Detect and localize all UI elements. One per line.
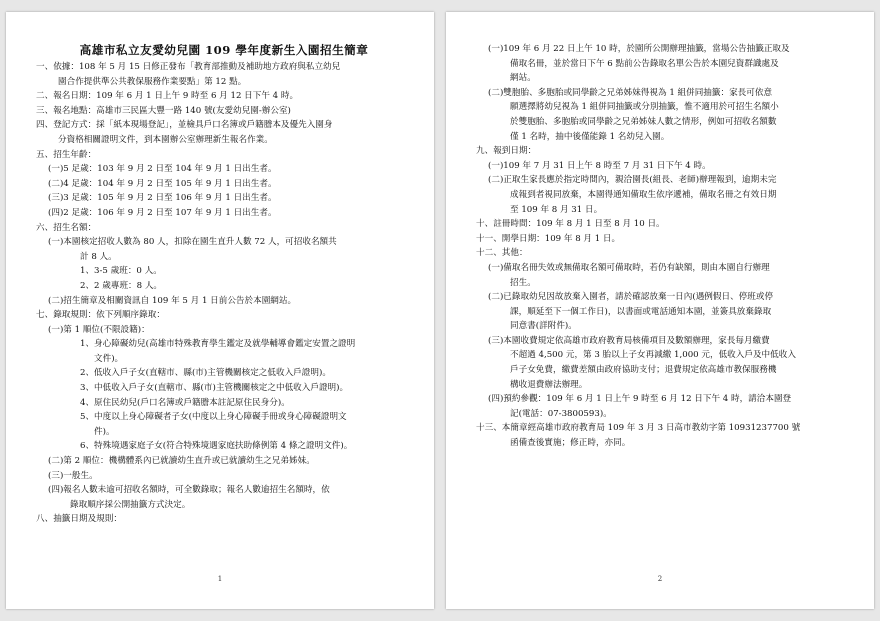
text-line: 錄取順序採公開抽籤方式決定。 — [70, 499, 191, 510]
text-line: 八、抽籤日期及規則： — [36, 514, 122, 525]
text-line: (二)招生簡章及相關資訊自 109 年 5 月 1 日前公告於本園網站。 — [48, 295, 297, 306]
text-line: 園合作提供準公共教保服務作業要點」第 12 點。 — [58, 76, 247, 87]
document-title: 高雄市私立友愛幼兒園 109 學年度新生入園招生簡章 — [79, 43, 369, 57]
text-line: (二)4 足歲：104 年 9 月 2 日至 105 年 9 月 1 日出生者。 — [48, 178, 277, 189]
text-line: 四、登記方式：採「紙本現場登記」，並檢具戶口名簿或戶籍謄本及優先入園身 — [36, 120, 333, 131]
text-line: 三、報名地點：高雄市三民區大豐一路 140 號(友愛幼兒園-辦公室) — [36, 105, 291, 116]
text-line: (四)報名人數未逾可招收名額時，可全數錄取；報名人數逾招生名額時，依 — [48, 485, 330, 496]
text-line: 5、中度以上身心障礙者子女(中度以上身心障礙手冊或身心障礙證明文 — [80, 412, 347, 423]
text-line: (三)本園收費規定依高雄市政府教育局核備項目及數額辦理，家長每月繳費 — [488, 335, 770, 346]
text-line: 十二、其他： — [476, 248, 528, 259]
text-line: 不超過 4,500 元，第 3 胎以上子女再減繳 1,000 元，低收入戶及中低收入 — [510, 350, 796, 361]
text-line: 件)。 — [94, 426, 115, 437]
text-line: 記(電話：07-3800593)。 — [510, 408, 612, 419]
text-line: (四)預約參觀：109 年 6 月 1 日上午 9 時至 6 月 12 日下午 4 時，請洽本園登 — [488, 394, 792, 405]
text-line: 文件)。 — [94, 353, 124, 364]
text-line: 九、報到日期： — [476, 146, 537, 157]
text-line: 十、註冊時間：109 年 8 月 1 日至 8 月 10 日。 — [476, 219, 665, 230]
text-line: 網站。 — [510, 73, 536, 84]
text-line: 十三、本簡章經高雄市政府教育局 109 年 3 月 3 日高市教幼字第 10931237700 號 — [476, 423, 801, 434]
text-line: 七、錄取規則：依下列順序錄取： — [36, 310, 165, 321]
text-line: 於雙胞胎、多胞胎或同學齡之兄弟姊妹人數之情形，例如可招收名額數 — [510, 116, 777, 127]
text-line: 1、3-5 歲班：0 人。 — [80, 266, 162, 277]
text-line: (三)一般生。 — [48, 470, 98, 481]
page-number: 1 — [217, 575, 223, 583]
document-page-2 — [446, 12, 874, 609]
text-line: (四)2 足歲：106 年 9 月 2 日至 107 年 9 月 1 日出生者。 — [48, 207, 277, 218]
text-line: (一)本園核定招收人數為 80 人，扣除在園生直升人數 72 人，可招收名額共 — [48, 237, 337, 248]
text-line: 2、低收入戶子女(直轄市、縣(市)主管機關核定之低收入戶證明)。 — [80, 368, 331, 379]
text-line: 十一、開學日期：109 年 8 月 1 日。 — [476, 233, 621, 244]
text-line: 構收退費辦法辦理。 — [510, 379, 588, 390]
text-line: (一)109 年 7 月 31 日上午 8 時至 7 月 31 日下午 4 時。 — [488, 160, 711, 171]
text-line: 成報到者視同放棄，本園得通知備取生依序遞補，備取名冊之有效日期 — [510, 189, 777, 200]
text-line: (二)正取生家長應於指定時間內，親洽園長(組長、老師)辦理報到，逾期未完 — [488, 175, 777, 186]
text-line: 六、招生名額： — [36, 222, 97, 233]
text-line: (二)第 2 順位：機構體系內已就讀幼生直升或已就讀幼生之兄弟姊妹。 — [48, 456, 315, 467]
text-line: 至 109 年 8 月 31 日。 — [510, 204, 603, 215]
text-line: 課，順延至下一個工作日)，以書面或電話通知本園，並簽具放棄錄取 — [510, 306, 772, 317]
text-line: 戶子女免費，繳費差額由政府協助支付；退費規定依高雄市教保服務機 — [510, 365, 777, 376]
text-line: 備取名冊，並於當日下午 6 點前公告錄取名單公告於本園兒資群識處及 — [510, 58, 779, 69]
page-number: 2 — [657, 575, 663, 583]
text-line: (二)已錄取幼兒因故放棄入園者，請於確認放棄一日內(遇例假日、停班或停 — [488, 292, 774, 303]
text-line: 招生。 — [510, 277, 536, 288]
page-1-content — [36, 42, 412, 527]
text-line: 一、依據：108 年 5 月 15 日修正發布「教育部推動及補助地方政府與私立幼兒 — [36, 62, 341, 72]
text-line: 2、2 歲專班：8 人。 — [80, 280, 163, 291]
text-line: 五、招生年齡： — [36, 149, 97, 160]
text-line: (一)備取名冊失效或無備取名額可備取時，若仍有缺額，則由本園自行辦理 — [488, 262, 770, 273]
text-line: (一)第 1 順位(不限設籍)： — [48, 324, 150, 335]
text-line: (一)5 足歲：103 年 9 月 2 日至 104 年 9 月 1 日出生者。 — [48, 164, 277, 175]
document-page-1 — [6, 12, 434, 609]
text-line: 1、身心障礙幼兒(高雄市特殊教育學生鑑定及就學輔導會鑑定安置之證明 — [80, 339, 356, 350]
text-line: 4、原住民幼兒(戶口名簿或戶籍謄本註記原住民身分)。 — [80, 397, 290, 408]
text-line: 二、報名日期：109 年 6 月 1 日上午 9 時至 6 月 12 日下午 4 時。 — [36, 91, 299, 102]
text-line: (三)3 足歲：105 年 9 月 2 日至 106 年 9 月 1 日出生者。 — [48, 193, 277, 204]
text-line: 3、中低收入戶子女(直轄市、縣(市)主管機關核定之中低收入戶證明)。 — [80, 383, 349, 394]
text-line: 僅 1 名時，抽中後僅能錄 1 名幼兒入園。 — [510, 131, 670, 142]
text-line: 分資格相關證明文件，到本園辦公室辦理新生報名作業。 — [58, 134, 273, 145]
text-line: 函備查後實施；修正時，亦同。 — [510, 438, 631, 449]
text-line: (二)雙胞胎、多胞胎或同學齡之兄弟姊妹得視為 1 組併同抽籤：家長可依意 — [488, 87, 773, 98]
text-line: 同意書(詳附件)。 — [510, 321, 577, 332]
text-line: (一)109 年 6 月 22 日上午 10 時，於園所公開辦理抽籤，當場公告抽籤正取及 — [488, 44, 790, 54]
page-2-content — [476, 42, 852, 451]
text-line: 願選擇將幼兒視為 1 組併同抽籤或分別抽籤，惟不適用於可招生名額小 — [510, 102, 779, 113]
text-line: 6、特殊境遇家庭子女(符合特殊境遇家庭扶助條例第 4 條之證明文件)。 — [80, 441, 353, 452]
text-line: 計 8 人。 — [80, 251, 117, 262]
